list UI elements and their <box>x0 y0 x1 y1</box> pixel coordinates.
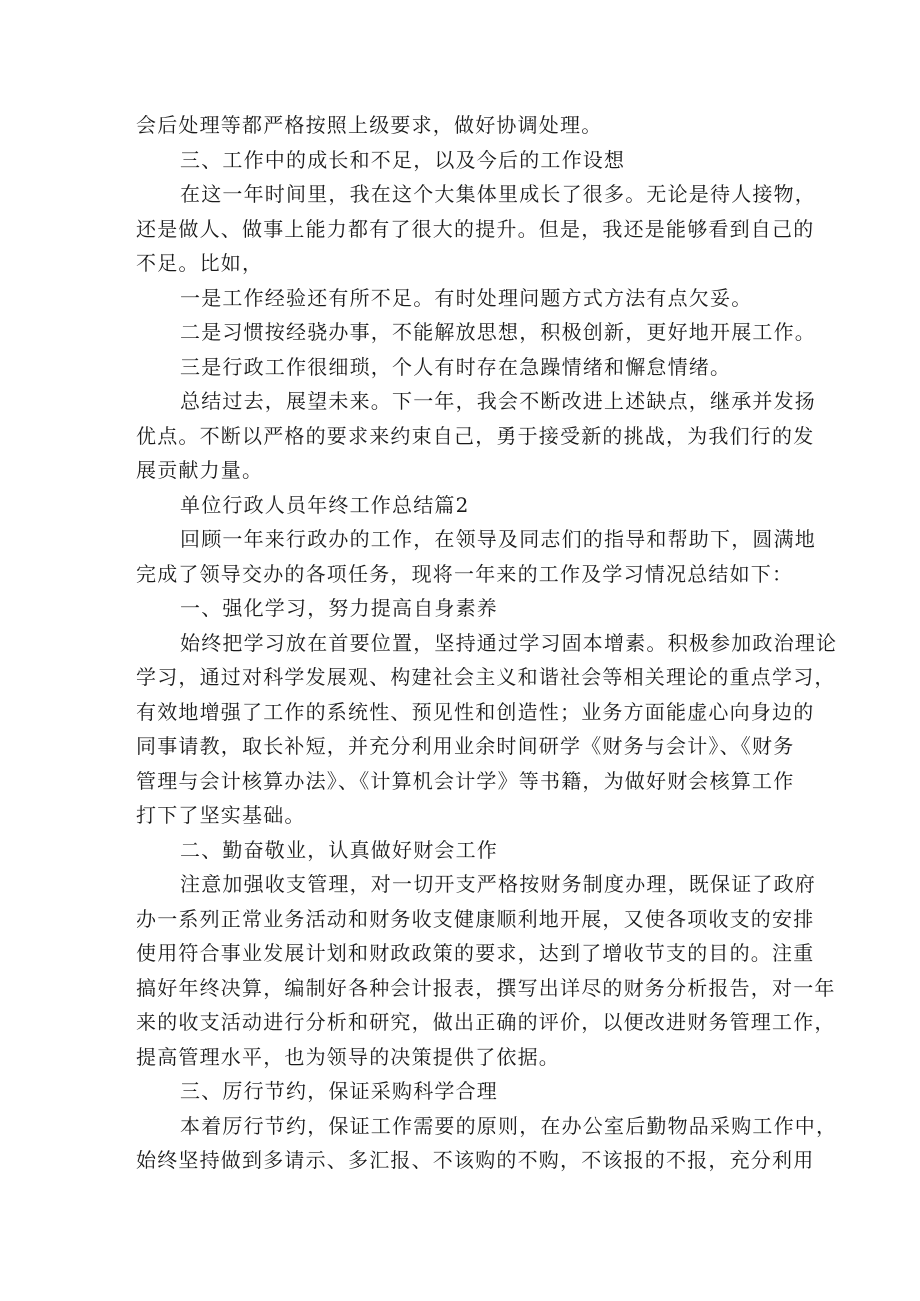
paragraph <box>136 591 796 626</box>
text-line: 在这一年时间里，我在这个大集体里成长了很多。无论是待人接物， <box>180 182 816 206</box>
text-line: 单位行政人员年终工作总结篇2 <box>180 492 470 517</box>
text-line: 一是工作经验还有所不足。有时处理问题方式方法有点欠妥。 <box>180 285 753 310</box>
text-line: 来的收支活动进行分析和研究，做出正确的评价，以便改进财务管理工作， <box>136 1010 836 1034</box>
paragraph <box>136 177 816 281</box>
text-line: 始终把学习放在首要位置，坚持通过学习固本增素。积极参加政治理论 <box>180 630 838 655</box>
text-line: 三、厉行节约，保证采购科学合理 <box>180 1079 498 1103</box>
document-body <box>136 108 838 1178</box>
text-line: 有效地增强了工作的系统性、预见性和创造性；业务方面能虚心向身边的 <box>136 699 815 724</box>
paragraph <box>136 867 836 1074</box>
text-line: 回顾一年来行政办的工作，在领导及同志们的指导和帮助下，圆满地 <box>180 527 816 551</box>
text-line: 一、强化学习，努力提高自身素养 <box>180 596 498 620</box>
text-line: 优点。不断以严格的要求来约束自己，勇于接受新的挑战，为我们行的发 <box>136 423 815 448</box>
text-line: 三是行政工作很细琐，个人有时存在急躁情绪和懈怠情绪。 <box>180 354 732 379</box>
text-line: 展贡献力量。 <box>136 458 264 482</box>
text-line: 同事请教，取长补短，并充分利用业余时间研学《财务与会计》、《财务 <box>136 734 795 758</box>
paragraph <box>136 488 796 523</box>
paragraph <box>136 315 816 350</box>
text-line: 使用符合事业发展计划和财政政策的要求，达到了增收节支的目的。注重 <box>136 941 815 965</box>
text-line: 还是做人、做事上能力都有了很大的提升。但是，我还是能够看到自己的 <box>136 216 815 241</box>
paragraph <box>136 143 796 178</box>
text-line: 始终坚持做到多请示、多汇报、不该购的不购，不该报的不报，充分利用 <box>136 1148 815 1172</box>
paragraph <box>136 350 796 385</box>
text-line: 不足。比如， <box>136 251 264 275</box>
text-line: 会后处理等都严格按照上级要求，做好协调处理。 <box>136 113 603 137</box>
text-line: 完成了领导交办的各项任务，现将一年来的工作及学习情况总结如下： <box>136 561 794 586</box>
text-line: 二、勤奋敬业，认真做好财会工作 <box>180 837 498 862</box>
text-line: 管理与会计核算办法》、《计算机会计学》等书籍，为做好财会核算工作 <box>136 768 795 793</box>
paragraph <box>136 281 796 316</box>
paragraph <box>136 833 796 868</box>
text-line: 二是习惯按经骁办事，不能解放思想，积极创新，更好地开展工作。 <box>180 320 816 344</box>
text-line: 本着厉行节约，保证工作需要的原则，在办公室后勤物品采购工作中， <box>180 1113 838 1138</box>
text-line: 打下了坚实基础。 <box>136 803 306 827</box>
text-line: 办一系列正常业务活动和财务收支健康顺利地开展，又使各项收支的安排 <box>136 906 815 931</box>
paragraph <box>136 384 816 488</box>
text-line: 总结过去，展望未来。下一年，我会不断改进上述缺点，继承并发扬 <box>180 389 816 413</box>
paragraph <box>136 1074 796 1109</box>
paragraph <box>136 108 796 143</box>
text-line: 注意加强收支管理，对一切开支严格按财务制度办理，既保证了政府 <box>180 872 816 896</box>
paragraph <box>136 522 816 591</box>
text-line: 三、工作中的成长和不足，以及今后的工作设想 <box>180 147 626 172</box>
text-line: 提高管理水平，也为领导的决策提供了依据。 <box>136 1044 560 1069</box>
text-line: 学习，通过对科学发展观、构建社会主义和谐社会等相关理论的重点学习， <box>136 665 836 689</box>
text-line: 搞好年终决算，编制好各种会计报表，撰写出详尽的财务分析报告，对一年 <box>136 975 836 1000</box>
paragraph <box>136 626 838 833</box>
paragraph <box>136 1109 838 1178</box>
